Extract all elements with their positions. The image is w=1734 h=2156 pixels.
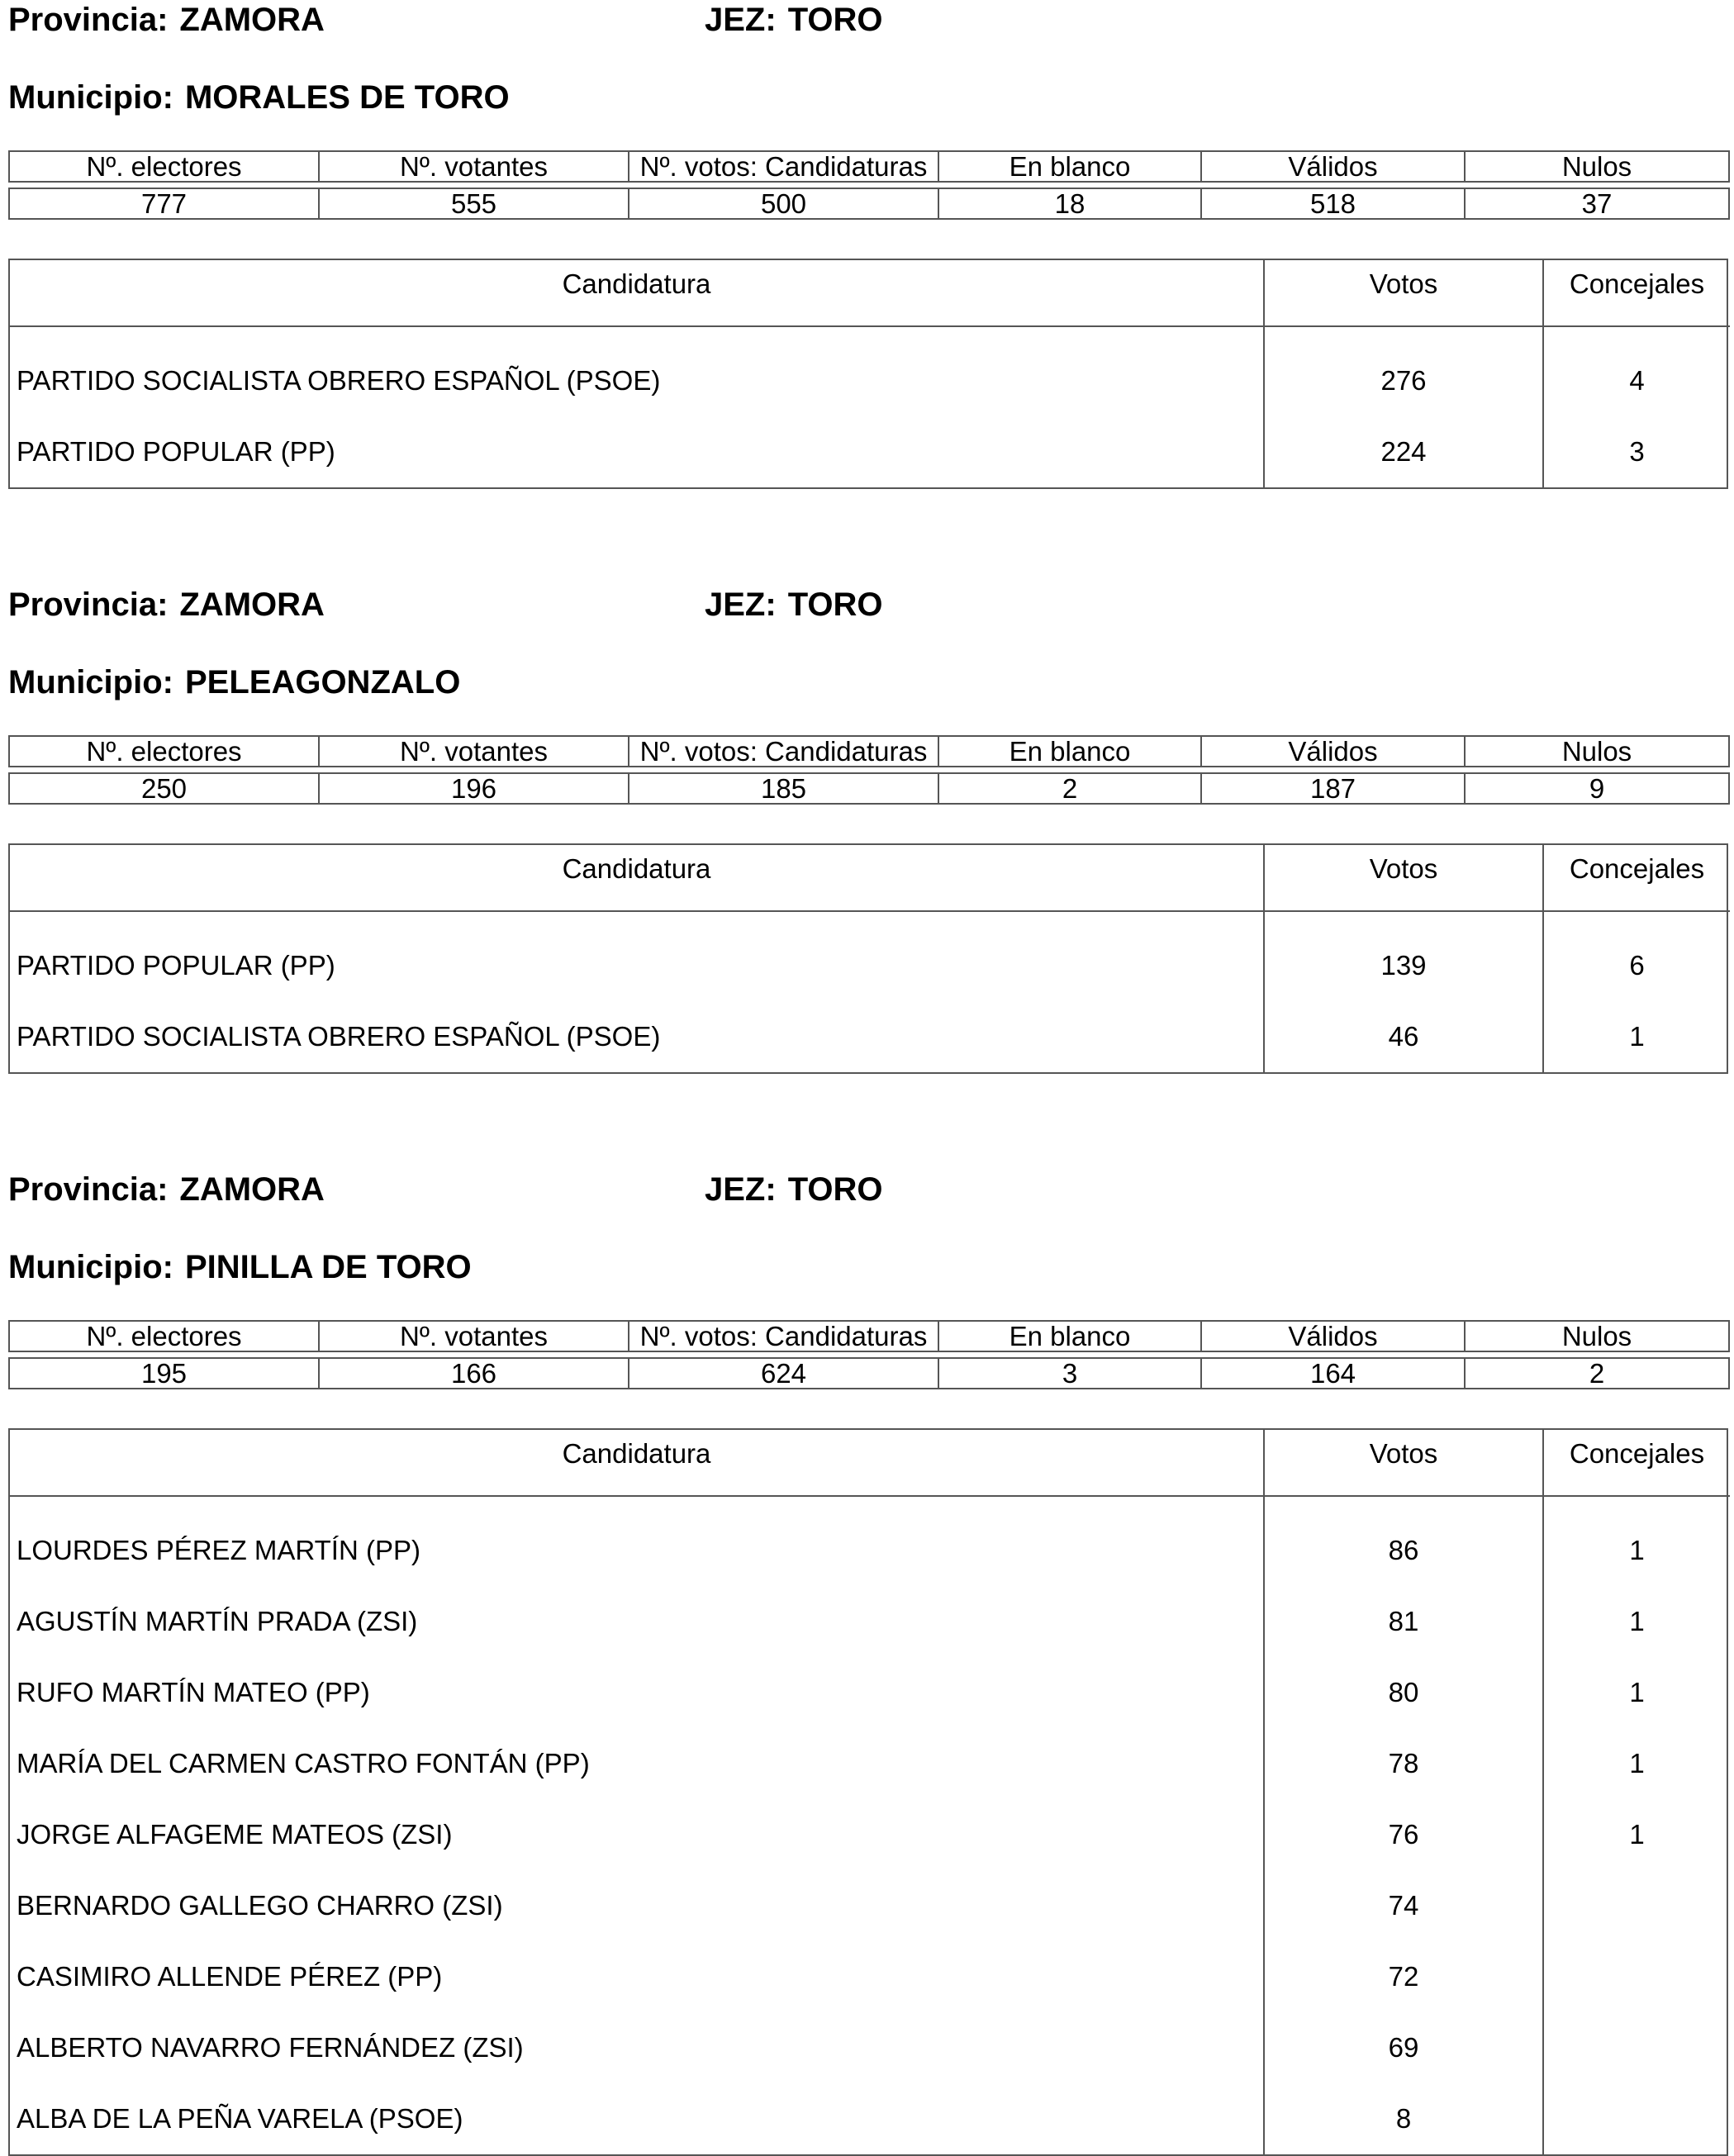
candidatura-votos: 76 — [1264, 1799, 1543, 1870]
candidatura-name: LOURDES PÉREZ MARTÍN (PP) — [17, 1535, 420, 1565]
candidatura-table — [8, 259, 1728, 489]
stats-value-cell: 2 — [938, 773, 1201, 804]
jez-header — [705, 1171, 883, 1208]
stats-value-cell: 166 — [319, 1358, 629, 1389]
candidatura-votos: 81 — [1264, 1586, 1543, 1657]
stats-value-cell: 196 — [319, 773, 629, 804]
candidatura-header-row — [10, 260, 1730, 326]
provincia-header — [8, 2, 325, 38]
municipio-label: Municipio: — [8, 79, 173, 116]
candidatura-concejales: 6 — [1543, 911, 1730, 1001]
stats-value-cell: 18 — [938, 188, 1201, 219]
candidatura-name: BERNARDO GALLEGO CHARRO (ZSI) — [17, 1890, 503, 1921]
stats-value-cell: 195 — [9, 1358, 319, 1389]
stats-value-cell: 3 — [938, 1358, 1201, 1389]
candidatura-name: CASIMIRO ALLENDE PÉREZ (PP) — [17, 1961, 443, 1992]
jez-label: JEZ: — [705, 586, 777, 623]
stats-value-cell: 777 — [9, 188, 319, 219]
candidatura-name: PARTIDO POPULAR (PP) — [17, 950, 335, 981]
municipio-value: MORALES DE TORO — [184, 79, 510, 116]
stats-header-cell: Nº. votos: Candidaturas — [629, 736, 938, 767]
candidatura-table — [8, 843, 1728, 1074]
candidatura-concejales: 1 — [1543, 1657, 1730, 1728]
candidatura-name: AGUSTÍN MARTÍN PRADA (ZSI) — [17, 1606, 418, 1636]
candidatura-concejales — [1543, 1941, 1730, 2012]
candidatura-row — [10, 1586, 1730, 1657]
municipio-section — [0, 0, 1734, 578]
candidatura-concejales — [1543, 2012, 1730, 2083]
municipio-header — [8, 79, 510, 116]
stats-header-cell: Nulos — [1465, 151, 1729, 182]
candidatura-row — [10, 1799, 1730, 1870]
candidatura-row — [10, 2083, 1730, 2154]
provincia-value: ZAMORA — [179, 1171, 325, 1208]
candidatura-votos: 224 — [1264, 416, 1543, 487]
stats-header-cell: Nº. votantes — [319, 1321, 629, 1351]
municipio-section — [0, 1170, 1734, 2134]
candidatura-row — [10, 1657, 1730, 1728]
municipio-label: Municipio: — [8, 664, 173, 700]
candidatura-header-cell: Concejales — [1543, 845, 1730, 911]
municipio-header — [8, 1249, 472, 1285]
candidatura-votos: 72 — [1264, 1941, 1543, 2012]
candidatura-header-cell: Concejales — [1543, 1430, 1730, 1496]
candidatura-concejales: 1 — [1543, 1496, 1730, 1586]
stats-value-row — [9, 1358, 1729, 1389]
stats-header-row — [9, 151, 1729, 182]
municipio-section — [0, 585, 1734, 1163]
stats-header-cell: Nº. electores — [9, 151, 319, 182]
provincia-value: ZAMORA — [179, 586, 325, 623]
stats-value-cell: 2 — [1465, 1358, 1729, 1389]
candidatura-name: PARTIDO SOCIALISTA OBRERO ESPAÑOL (PSOE) — [17, 365, 661, 396]
stats-header-cell: Nº. electores — [9, 1321, 319, 1351]
stats-header-cell: Nº. votantes — [319, 736, 629, 767]
candidatura-concejales: 1 — [1543, 1799, 1730, 1870]
stats-header-cell: Nº. votantes — [319, 151, 629, 182]
candidatura-name: ALBA DE LA PEÑA VARELA (PSOE) — [17, 2103, 463, 2134]
stats-header-cell: Válidos — [1201, 151, 1465, 182]
stats-header-cell: Válidos — [1201, 736, 1465, 767]
candidatura-row — [10, 2012, 1730, 2083]
candidatura-header-cell: Votos — [1264, 260, 1543, 326]
candidatura-votos: 78 — [1264, 1728, 1543, 1799]
stats-value-cell: 250 — [9, 773, 319, 804]
candidatura-votos: 86 — [1264, 1496, 1543, 1586]
stats-header-row — [9, 736, 1729, 767]
provincia-label: Provincia: — [8, 586, 169, 623]
stats-value-cell: 164 — [1201, 1358, 1465, 1389]
candidatura-concejales: 1 — [1543, 1728, 1730, 1799]
stats-header-cell: Nulos — [1465, 1321, 1729, 1351]
stats-value-cell: 9 — [1465, 773, 1729, 804]
stats-value-cell: 187 — [1201, 773, 1465, 804]
stats-value-row — [9, 773, 1729, 804]
candidatura-name: RUFO MARTÍN MATEO (PP) — [17, 1677, 370, 1707]
candidatura-votos: 276 — [1264, 326, 1543, 416]
candidatura-concejales: 4 — [1543, 326, 1730, 416]
candidatura-header-row — [10, 1430, 1730, 1496]
stats-value-cell: 624 — [629, 1358, 938, 1389]
municipio-label: Municipio: — [8, 1249, 173, 1285]
candidatura-name: JORGE ALFAGEME MATEOS (ZSI) — [17, 1819, 453, 1850]
jez-header — [705, 2, 883, 38]
candidatura-name: MARÍA DEL CARMEN CASTRO FONTÁN (PP) — [17, 1748, 590, 1778]
stats-header-cell: Nº. votos: Candidaturas — [629, 1321, 938, 1351]
stats-table — [8, 150, 1728, 220]
candidatura-row — [10, 1001, 1730, 1072]
candidatura-row — [10, 1941, 1730, 2012]
provincia-header — [8, 1171, 325, 1208]
stats-header-cell: Nº. electores — [9, 736, 319, 767]
candidatura-row — [10, 911, 1730, 1001]
stats-value-cell: 185 — [629, 773, 938, 804]
jez-value: TORO — [787, 2, 883, 38]
stats-table — [8, 1320, 1728, 1389]
stats-header-cell: Nº. votos: Candidaturas — [629, 151, 938, 182]
provincia-label: Provincia: — [8, 1171, 169, 1208]
candidatura-header-cell: Candidatura — [10, 260, 1264, 326]
candidatura-header-cell: Votos — [1264, 845, 1543, 911]
stats-header-cell: Nulos — [1465, 736, 1729, 767]
jez-label: JEZ: — [705, 1171, 777, 1208]
candidatura-row — [10, 1496, 1730, 1586]
stats-header-cell: En blanco — [938, 736, 1201, 767]
jez-value: TORO — [787, 586, 883, 623]
candidatura-votos: 69 — [1264, 2012, 1543, 2083]
stats-header-cell: En blanco — [938, 1321, 1201, 1351]
jez-value: TORO — [787, 1171, 883, 1208]
candidatura-votos: 46 — [1264, 1001, 1543, 1072]
candidatura-row — [10, 1728, 1730, 1799]
candidatura-concejales: 1 — [1543, 1586, 1730, 1657]
jez-header — [705, 586, 883, 623]
stats-header-cell: En blanco — [938, 151, 1201, 182]
stats-header-cell: Válidos — [1201, 1321, 1465, 1351]
provincia-header — [8, 586, 325, 623]
candidatura-table — [8, 1428, 1728, 2156]
candidatura-votos: 8 — [1264, 2083, 1543, 2154]
candidatura-concejales: 1 — [1543, 1001, 1730, 1072]
candidatura-row — [10, 326, 1730, 416]
candidatura-header-cell: Candidatura — [10, 1430, 1264, 1496]
municipio-header — [8, 664, 460, 700]
candidatura-header-row — [10, 845, 1730, 911]
candidatura-header-cell: Candidatura — [10, 845, 1264, 911]
provincia-value: ZAMORA — [179, 2, 325, 38]
municipio-value: PINILLA DE TORO — [184, 1249, 472, 1285]
candidatura-row — [10, 1870, 1730, 1941]
stats-value-cell: 37 — [1465, 188, 1729, 219]
stats-value-cell: 555 — [319, 188, 629, 219]
candidatura-concejales — [1543, 1870, 1730, 1941]
candidatura-votos: 139 — [1264, 911, 1543, 1001]
candidatura-header-cell: Concejales — [1543, 260, 1730, 326]
candidatura-name: ALBERTO NAVARRO FERNÁNDEZ (ZSI) — [17, 2032, 524, 2063]
stats-value-cell: 500 — [629, 188, 938, 219]
candidatura-concejales — [1543, 2083, 1730, 2154]
stats-value-cell: 518 — [1201, 188, 1465, 219]
municipio-value: PELEAGONZALO — [184, 664, 461, 700]
candidatura-votos: 80 — [1264, 1657, 1543, 1728]
candidatura-concejales: 3 — [1543, 416, 1730, 487]
stats-value-row — [9, 188, 1729, 219]
stats-header-row — [9, 1321, 1729, 1351]
candidatura-votos: 74 — [1264, 1870, 1543, 1941]
candidatura-row — [10, 416, 1730, 487]
jez-label: JEZ: — [705, 2, 777, 38]
candidatura-header-cell: Votos — [1264, 1430, 1543, 1496]
candidatura-name: PARTIDO SOCIALISTA OBRERO ESPAÑOL (PSOE) — [17, 1021, 661, 1052]
stats-table — [8, 735, 1728, 805]
provincia-label: Provincia: — [8, 2, 169, 38]
candidatura-name: PARTIDO POPULAR (PP) — [17, 436, 335, 467]
